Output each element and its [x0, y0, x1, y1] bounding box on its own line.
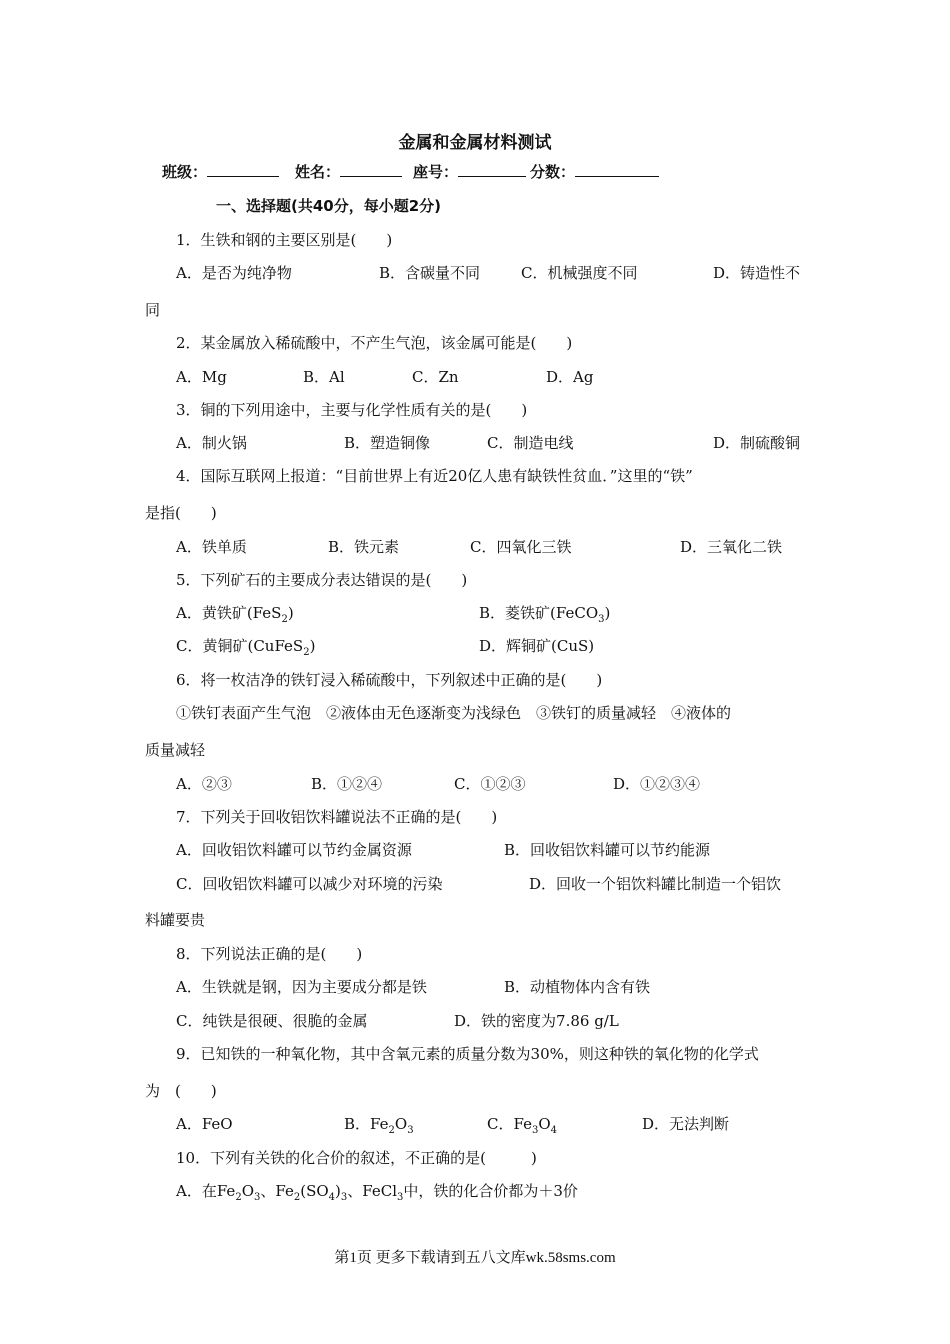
q9-option-d: D．无法判断: [642, 1115, 730, 1133]
q7-option-d-cont: 料罐要贵: [145, 911, 206, 929]
q7-option-b: B．回收铝饮料罐可以节约能源: [504, 841, 711, 859]
score-label: 分数：: [530, 163, 576, 181]
q2-option-d: D．Ag: [546, 368, 594, 386]
q6-option-d: D．①②③④: [613, 775, 701, 793]
q5-option-d: D．辉铜矿(CuS): [479, 637, 595, 655]
q7-option-c: C．回收铝饮料罐可以减少对环境的污染: [176, 875, 443, 893]
q3-option-b: B．塑造铜像: [344, 434, 431, 452]
class-label: 班级：: [162, 163, 208, 181]
q8-option-a: A．生铁就是钢，因为主要成分都是铁: [176, 978, 427, 996]
q9-option-a: A．FeO: [176, 1115, 233, 1133]
q2-stem: 2．某金属放入稀硫酸中，不产生气泡，该金属可能是( ): [176, 334, 573, 352]
q2-option-a: A．Mg: [176, 368, 227, 386]
q4-option-b: B．铁元素: [328, 538, 400, 556]
q8-option-c: C．纯铁是很硬、很脆的金属: [176, 1012, 368, 1030]
page-footer: 第1页 更多下载请到五八文库wk.58sms.com: [334, 1250, 616, 1266]
q1-stem: 1．生铁和钢的主要区别是( ): [176, 231, 393, 249]
class-blank[interactable]: [207, 162, 279, 177]
q7-stem: 7．下列关于回收铝饮料罐说法不正确的是( ): [176, 808, 498, 826]
q1-option-d-cont: 同: [145, 301, 161, 319]
q5-option-c: C．黄铜矿(CuFeS$_2$): [176, 637, 316, 658]
seat-label: 座号：: [413, 163, 459, 181]
q3-option-c: C．制造电线: [487, 434, 574, 452]
q6-statements-cont: 质量减轻: [145, 741, 206, 759]
q10-option-a: A．在$Fe_2O_3$、$Fe_2(SO_4)_3$、FeCl$_3$中，铁的化合价都为＋3价: [176, 1182, 578, 1203]
seat-field[interactable]: [413, 161, 526, 182]
class-field[interactable]: [162, 161, 279, 182]
name-label: 姓名：: [295, 163, 341, 181]
q6-statements: ①铁钉表面产生气泡 ②液体由无色逐渐变为浅绿色 ③铁钉的质量减轻 ④液体的: [176, 704, 732, 722]
q7-option-a: A．回收铝饮料罐可以节约金属资源: [176, 841, 412, 859]
q5-option-a: A．黄铁矿(FeS$_2$): [176, 604, 294, 625]
section-heading: 一、选择题(共40分，每小题2分): [216, 197, 442, 215]
q9-stem: 9．已知铁的一种氧化物，其中含氧元素的质量分数为30%，则这种铁的氧化物的化学式: [176, 1045, 759, 1063]
q6-option-c: C．①②③: [454, 775, 526, 793]
q6-option-a: A．②③: [176, 775, 232, 793]
q8-option-d: D．铁的密度为7.86 g/L: [454, 1012, 619, 1030]
q4-option-c: C．四氧化三铁: [470, 538, 572, 556]
q4-option-d: D．三氧化二铁: [680, 538, 783, 556]
q4-stem: 4．国际互联网上报道：“目前世界上有近20亿人患有缺铁性贫血．”这里的“铁”: [176, 467, 693, 485]
q5-stem: 5．下列矿石的主要成分表达错误的是( ): [176, 571, 468, 589]
q1-option-c: C．机械强度不同: [521, 264, 638, 282]
q8-option-b: B．动植物体内含有铁: [504, 978, 651, 996]
q4-stem-cont: 是指( ): [145, 504, 217, 522]
score-blank[interactable]: [575, 162, 659, 177]
seat-blank[interactable]: [458, 162, 526, 177]
q9-option-c: C．$Fe_3O_4$: [487, 1115, 558, 1136]
q3-option-d: D．制硫酸铜: [713, 434, 801, 452]
page-title: 金属和金属材料测试: [398, 133, 552, 153]
q3-stem: 3．铜的下列用途中，主要与化学性质有关的是( ): [176, 401, 528, 419]
name-field[interactable]: [295, 161, 402, 182]
score-field[interactable]: [530, 161, 659, 182]
q6-option-b: B．①②④: [311, 775, 383, 793]
q8-stem: 8．下列说法正确的是( ): [176, 945, 363, 963]
q10-stem: 10．下列有关铁的化合价的叙述，不正确的是( ): [176, 1149, 537, 1167]
name-blank[interactable]: [340, 162, 402, 177]
q1-option-d: D．铸造性不: [713, 264, 801, 282]
q1-option-a: A．是否为纯净物: [176, 264, 292, 282]
q9-option-b: B．$Fe_2O_3$: [344, 1115, 414, 1136]
q9-stem-cont: 为 ( ): [145, 1082, 217, 1100]
q2-option-c: C．Zn: [412, 368, 459, 386]
q1-option-b: B．含碳量不同: [379, 264, 481, 282]
q5-option-b: B．菱铁矿(FeCO$_3$): [479, 604, 611, 625]
q3-option-a: A．制火锅: [176, 434, 247, 452]
q2-option-b: B．Al: [303, 368, 345, 386]
q6-stem: 6．将一枚洁净的铁钉浸入稀硫酸中，下列叙述中正确的是( ): [176, 671, 603, 689]
q7-option-d: D．回收一个铝饮料罐比制造一个铝饮: [529, 875, 782, 893]
q4-option-a: A．铁单质: [176, 538, 247, 556]
